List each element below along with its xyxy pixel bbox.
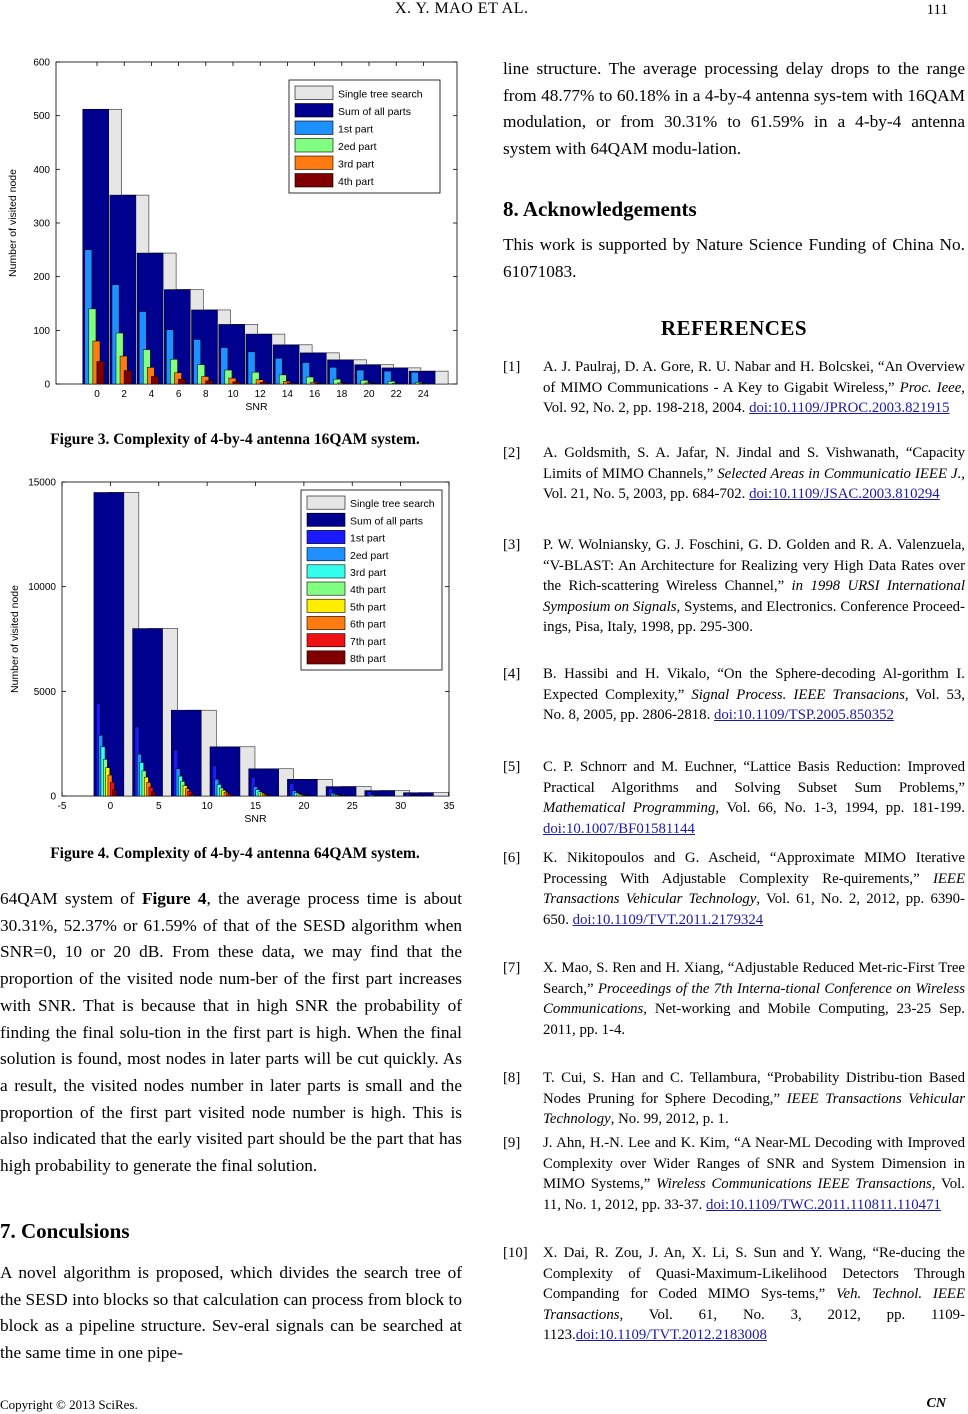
reference-item — [503, 357, 965, 419]
right-body-paragraph: line structure. The average processing delay drops to the range from 48.77% to 60.18% in a 4-by-4 antenna sys-tem with 16QAM modulation, or from 30.31% to 61.59% in a 4-by-4 antenna system with 64QAM modu-lation. — [503, 59, 965, 159]
legend-swatch — [295, 86, 333, 100]
legend-swatch — [307, 616, 345, 629]
reference-item — [503, 443, 965, 505]
y-tick-label: 500 — [33, 111, 50, 123]
left-body-paragraph — [0, 886, 462, 1180]
figure-3-caption: Figure 3. Complexity of 4-by-4 antenna 16QAM system. — [50, 431, 420, 448]
legend-swatch — [307, 565, 345, 578]
reference-number: [8] — [503, 1070, 521, 1086]
legend-swatch — [307, 513, 345, 526]
x-tick-label: 10 — [201, 801, 213, 812]
reference-number: [9] — [503, 1135, 521, 1151]
bar-8th-part — [190, 794, 194, 796]
reference-item — [503, 1133, 965, 1215]
bar-4th-part — [233, 382, 240, 384]
legend-label: 6th part — [350, 618, 386, 631]
x-tick-label: 18 — [336, 389, 348, 400]
legend-label: 3rd part — [338, 158, 375, 171]
legend-swatch — [295, 156, 333, 170]
y-tick-label: 400 — [33, 164, 50, 176]
x-tick-label: 6 — [175, 389, 182, 400]
reference-item — [503, 535, 965, 638]
x-tick-label: 22 — [390, 389, 402, 400]
x-tick-label: 25 — [346, 801, 358, 812]
bar-3rd-part — [392, 383, 399, 384]
x-tick-label: 14 — [281, 389, 293, 400]
reference-number: [3] — [503, 537, 521, 553]
bar-8th-part — [229, 795, 233, 796]
legend-swatch — [295, 104, 333, 118]
y-tick-label: 0 — [50, 791, 56, 803]
legend-label: Sum of all parts — [350, 515, 423, 528]
legend-swatch — [307, 651, 345, 664]
bar-4th-part — [151, 376, 158, 384]
y-axis-label: Number of visited node — [9, 585, 21, 693]
x-tick-label: 10 — [227, 389, 239, 400]
figure-3 — [0, 52, 470, 422]
y-tick-label: 5000 — [33, 686, 56, 698]
running-header-author: X. Y. MAO ET AL. — [395, 0, 529, 17]
legend-swatch — [307, 496, 345, 509]
section-7-paragraph: A novel algorithm is proposed, which divides the search tree of the SESD into blocks so that calculation can process from block to block as a pipeline structure. Sev-eral signals can be searched at the same time in one pipe- — [0, 1263, 462, 1363]
reference-text: P. W. Wolniansky, G. J. Foschini, G. D. Golden and R. A. Valenzuela, “V-BLAST: An Architecture for Realizing very High Data Rates over the Rich-scattering Wireless Channel,” in 1998 URSI International Symposium on Signals, Systems, and Electronics. Conference Proceed-ings, Pisa, Italy, 1998, pp. 295-300. — [543, 537, 965, 635]
legend-label: 4th part — [350, 584, 386, 597]
legend-label: 5th part — [350, 601, 386, 614]
figure-4 — [0, 472, 470, 834]
reference-text: A. J. Paulraj, D. A. Gore, R. U. Nabar and H. Bolcskei, “An Overview of MIMO Communications - A Key to Gigabit Wireless,” Proc. Ieee, Vol. 92, No. 2, pp. 198-218, 2004. doi:10.1109/JPROC.2003.821915 — [543, 359, 965, 416]
bar-4th-part — [97, 361, 104, 384]
y-tick-label: 10000 — [28, 582, 56, 594]
x-tick-label: 0 — [94, 389, 100, 400]
reference-number: [4] — [503, 666, 521, 682]
y-tick-label: 15000 — [28, 477, 56, 489]
legend-label: Single tree search — [350, 498, 435, 511]
x-tick-label: 0 — [107, 801, 114, 812]
bar-3rd-part — [419, 383, 426, 384]
x-tick-label: 8 — [203, 389, 209, 400]
reference-text: A. Goldsmith, S. A. Jafar, N. Jindal and S. Vishwanath, “Capacity Limits of MIMO Channels,” Selected Areas in Communicatio IEEE J., Vol. 21, No. 5, 2003, pp. 684-702. doi:10.1109/JSAC.2003.810294 — [543, 445, 965, 502]
y-tick-label: 300 — [33, 218, 50, 230]
legend-swatch — [295, 139, 333, 153]
x-axis-label: SNR — [244, 813, 267, 825]
reference-item — [503, 664, 965, 726]
bar-8th-part — [267, 795, 271, 796]
reference-item — [503, 848, 965, 930]
legend-label: 4th part — [338, 176, 374, 188]
x-tick-label: 16 — [309, 389, 321, 400]
x-tick-label: 15 — [249, 801, 262, 812]
doi-link[interactable]: doi:10.1007/BF01581144 — [543, 820, 695, 837]
footer-copyright: Copyright © 2013 SciRes. — [0, 1397, 138, 1412]
reference-number: [5] — [503, 759, 521, 775]
legend-swatch — [307, 634, 345, 647]
x-tick-label: 24 — [417, 389, 429, 400]
x-tick-label: 20 — [363, 389, 375, 400]
legend-label: 1st part — [350, 532, 386, 545]
section-7-heading: 7. Conculsions — [0, 1219, 130, 1243]
section-8-paragraph: This work is supported by Nature Science Funding of China No. 61071083. — [503, 235, 965, 281]
bar-4th-part — [314, 383, 321, 384]
x-tick-label: 5 — [155, 801, 162, 812]
bar-4th-part — [369, 383, 376, 384]
bar-4th-part — [206, 381, 213, 384]
reference-number: [6] — [503, 850, 521, 866]
legend-swatch — [307, 599, 345, 612]
bar-4th-part — [124, 371, 131, 384]
x-tick-label: 4 — [148, 389, 155, 400]
reference-text: K. Nikitopoulos and G. Ascheid, “Approximate MIMO Iterative Processing With Adjustable Complexity Re-quirements,” IEEE Transactions Vehicular Technology, Vol. 61, No. 2, 2012, pp. 6390-650. doi:10.1109/TVT.2011.2179324 — [543, 850, 965, 928]
y-tick-label: 0 — [44, 379, 50, 391]
doi-link[interactable]: doi:10.1109/TVT.2012.2183008 — [575, 1327, 767, 1343]
legend-label: Single tree search — [338, 88, 423, 101]
references-title: REFERENCES — [660, 316, 808, 340]
page-number: 111 — [926, 2, 948, 18]
legend-label: 1st part — [338, 123, 374, 136]
para-text: , the average process time is about 30.31%, 52.37% or 61.59% of that of the SESD algorithm when SNR=0, 10 or 20 dB. From these data, we may find that the proportion of the visited node num-ber of the first part increases with SNR. That is because that in high SNR the probability of finding the final solu-tion in the first part is high. When the final solution is found, most nodes in later parts will be cut quickly. As a result, the visited nodes number in later parts is small and the proportion of the first part visited node number is high. This is also indicated that the early visited part should be the part that has high probability to generate the final solution. — [0, 889, 462, 1176]
reference-number: [7] — [503, 960, 521, 976]
x-tick-label: 2 — [121, 389, 127, 400]
x-axis-label: SNR — [245, 401, 268, 413]
para-text: 64QAM system of — [0, 889, 142, 908]
reference-number: [1] — [503, 359, 521, 375]
doi-link[interactable]: doi:10.1109/TWC.2011.110811.110471 — [706, 1196, 941, 1213]
legend-swatch — [307, 582, 345, 595]
bar-4th-part — [342, 383, 349, 384]
figure-3-chart — [0, 52, 470, 422]
reference-text: J. Ahn, H.-N. Lee and K. Kim, “A Near-ML Decoding with Improved Complexity over Wider Ranges of SNR and System Dimension in MIMO Systems,” Wireless Communications IEEE Transactions, Vol. 11, No. 1, 2012, pp. 33-37. doi:10.1109/TWC.2011.110811.110471 — [543, 1135, 965, 1213]
legend-swatch — [307, 530, 345, 543]
bar-4th-part — [178, 379, 185, 384]
bar-4th-part — [287, 383, 294, 384]
legend-label: 7th part — [350, 635, 386, 648]
reference-number: [10] — [503, 1245, 528, 1261]
doi-link[interactable]: doi:10.1109/JSAC.2003.810294 — [749, 486, 940, 502]
legend-label: Sum of all parts — [338, 106, 411, 118]
reference-item — [503, 1243, 965, 1346]
bar-8th-part — [113, 790, 117, 796]
figure-4-chart — [0, 472, 470, 834]
reference-item — [503, 1068, 965, 1130]
figure-4-reference: Figure 4 — [141, 889, 207, 908]
y-axis-label: Number of visited node — [7, 169, 19, 277]
section-8-heading: 8. Acknowledgements — [503, 197, 697, 221]
reference-text: T. Cui, S. Han and C. Tellambura, “Probability Distribu-tion Based Nodes Pruning for Sphere Decoding,” IEEE Transactions Vehicular Technology, No. 99, 2012, p. 1. — [543, 1070, 965, 1127]
reference-text: X. Mao, S. Ren and H. Xiang, “Adjustable Reduced Met-ric-First Tree Search,” Proceedings of the 7th Interna-tional Conference on Wireless Communications, Net-working and Mobile Computing, 23-25 Sep. 2011, pp. 1-4. — [543, 960, 965, 1038]
reference-text: C. P. Schnorr and M. Euchner, “Lattice Basis Reduction: Improved Practical Algorithms and Solving Subset Sum Problems,” Mathematical Programming, Vol. 66, No. 1-3, 1994, pp. 181-199. doi:10.1007/BF01581144 — [543, 759, 965, 837]
reference-text: X. Dai, R. Zou, J. An, X. Li, S. Sun and Y. Wang, “Re-ducing the Complexity of Quasi-Maximum-Likelihood Detectors Through Companding for Coded MIMO Sys-tems,” Veh. Technol. IEEE Transactions, Vol. 61, No. 3, 2012, pp. 1109-1123.doi:10.1109/TVT.2012.2183008 — [543, 1245, 965, 1343]
x-tick-label: 12 — [254, 389, 266, 400]
doi-link[interactable]: doi:10.1109/TVT.2011.2179324 — [572, 911, 764, 928]
y-tick-label: 100 — [33, 325, 50, 337]
reference-number: [2] — [503, 445, 521, 461]
reference-text: B. Hassibi and H. Vikalo, “On the Sphere-decoding Al-gorithm I. Expected Complexity,” Signal Process. IEEE Transacions, Vol. 53, No. 8, 2005, pp. 2806-2818. doi:10.1109/TSP.2005.850352 — [543, 666, 965, 723]
doi-link[interactable]: doi:10.1109/TSP.2005.850352 — [713, 707, 894, 723]
x-tick-label: 30 — [395, 801, 407, 812]
legend-swatch — [295, 174, 333, 188]
legend-label: 2ed part — [338, 141, 377, 153]
x-tick-label: -5 — [57, 801, 67, 812]
reference-item — [503, 958, 965, 1040]
reference-item — [503, 757, 965, 839]
footer-journal: CN — [926, 1396, 946, 1411]
y-tick-label: 600 — [33, 57, 50, 69]
bar-8th-part — [151, 792, 155, 796]
legend-swatch — [295, 121, 333, 135]
x-tick-label: 20 — [298, 801, 310, 812]
legend-swatch — [307, 548, 345, 561]
bar-4th-part — [260, 382, 267, 384]
legend-label: 8th part — [350, 653, 386, 665]
legend-label: 2ed part — [350, 549, 389, 562]
figure-4-caption: Figure 4. Complexity of 4-by-4 antenna 64QAM system. — [50, 845, 420, 862]
x-tick-label: 35 — [443, 801, 455, 812]
doi-link[interactable]: doi:10.1109/JPROC.2003.821915 — [749, 400, 950, 416]
y-tick-label: 200 — [33, 272, 50, 284]
legend-label: 3rd part — [350, 567, 387, 579]
